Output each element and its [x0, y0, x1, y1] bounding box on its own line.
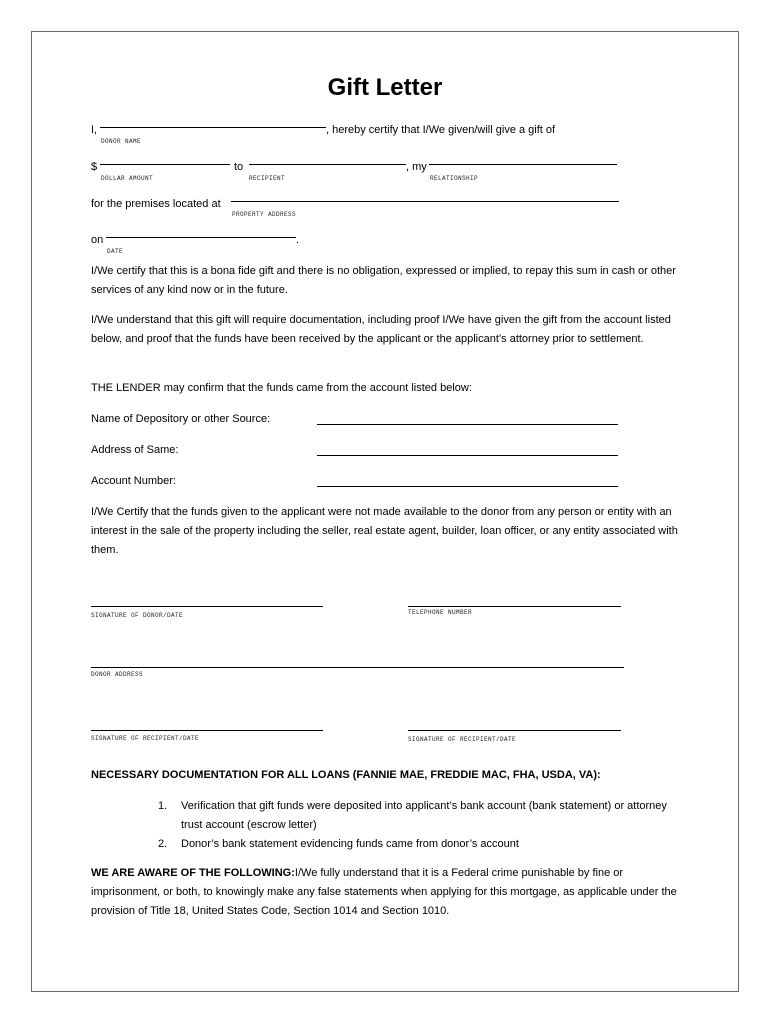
- list-item-number: 1.: [158, 800, 168, 812]
- date-period: .: [296, 234, 300, 246]
- list-item: [158, 835, 678, 854]
- depository-field[interactable]: [317, 424, 618, 425]
- aware-text: I/We fully understand that it is a Federal crime punishable by fine or imprisonment, or both, to knowingly make any false statements when applying for this mortgage, as applicable under the provision of Title 18, United States Code, Section 1014 and Section 1010.: [91, 867, 677, 917]
- list-item-text: Verification that gift funds were deposited into applicant’s bank account (bank statement) or attorney trust account (escrow letter): [181, 800, 667, 831]
- donor-line-prefix: I,: [91, 124, 98, 136]
- certify-funds-paragraph: I/We Certify that the funds given to the applicant were not made available to the donor from any person or entity with an interest in the sale of the property including the seller, real estate agent, builder, loan officer, or any entity associated with them.: [91, 506, 678, 556]
- donor-address-field[interactable]: [91, 667, 624, 668]
- lender-confirm-paragraph: THE LENDER may confirm that the funds came from the account listed below:: [91, 382, 472, 394]
- telephone-field[interactable]: [408, 606, 621, 607]
- dollar-amount-caption: DOLLAR AMOUNT: [101, 175, 154, 182]
- property-address-caption: PROPERTY ADDRESS: [232, 211, 297, 218]
- my-text: , my: [406, 161, 427, 173]
- aware-paragraph: [91, 864, 691, 921]
- date-field[interactable]: [106, 237, 296, 238]
- documentation-paragraph: I/We understand that this gift will require documentation, including proof I/We have given the gift from the account listed below, and proof that the funds have been received by the applicant or the applicant’s attorney prior to settlement.: [91, 314, 671, 345]
- bona-fide-paragraph: I/We certify that this is a bona fide gift and there is no obligation, expressed or implied, to repay this sum in cash or other services of any kind now or in the future.: [91, 265, 676, 296]
- donor-name-caption: DONOR NAME: [101, 138, 142, 145]
- recipient-signature-caption-1: SIGNATURE OF RECIPIENT/DATE: [91, 735, 200, 742]
- donor-address-caption: DONOR ADDRESS: [91, 671, 144, 678]
- address-of-same-label: Address of Same:: [91, 444, 179, 456]
- account-number-label: Account Number:: [91, 475, 176, 487]
- address-of-same-field[interactable]: [317, 455, 618, 456]
- recipient-field[interactable]: [249, 164, 406, 165]
- donor-signature-field[interactable]: [91, 606, 323, 607]
- donor-name-field[interactable]: [100, 127, 326, 128]
- recipient-caption: RECIPIENT: [249, 175, 286, 182]
- date-caption: DATE: [107, 248, 124, 255]
- recipient-signature-field-1[interactable]: [91, 730, 323, 731]
- list-item: [158, 797, 678, 835]
- documentation-list: [158, 797, 678, 854]
- premises-text: for the premises located at: [91, 198, 221, 210]
- depository-label: Name of Depository or other Source:: [91, 413, 271, 425]
- relationship-field[interactable]: [429, 164, 617, 165]
- dollar-amount-field[interactable]: [100, 164, 230, 165]
- donor-signature-caption: SIGNATURE OF DONOR/DATE: [91, 612, 184, 619]
- relationship-caption: RELATIONSHIP: [430, 175, 479, 182]
- list-item-number: 2.: [158, 838, 168, 850]
- recipient-signature-caption-2: SIGNATURE OF RECIPIENT/DATE: [408, 736, 517, 743]
- to-text: to: [234, 161, 244, 173]
- gift-certify-text: , hereby certify that I/We given/will give a gift of: [326, 124, 556, 136]
- telephone-caption: TELEPHONE NUMBER: [408, 609, 473, 616]
- property-address-field[interactable]: [231, 201, 619, 202]
- aware-heading: WE ARE AWARE OF THE FOLLOWING:: [91, 867, 295, 879]
- documentation-heading: NECESSARY DOCUMENTATION FOR ALL LOANS (FANNIE MAE, FREDDIE MAC, FHA, USDA, VA):: [91, 769, 601, 781]
- account-number-field[interactable]: [317, 486, 618, 487]
- on-text: on: [91, 234, 104, 246]
- recipient-signature-field-2[interactable]: [408, 730, 621, 731]
- list-item-text: Donor’s bank statement evidencing funds came from donor’s account: [181, 838, 519, 850]
- document-title: Gift Letter: [327, 74, 443, 101]
- dollar-sign: $: [91, 161, 98, 173]
